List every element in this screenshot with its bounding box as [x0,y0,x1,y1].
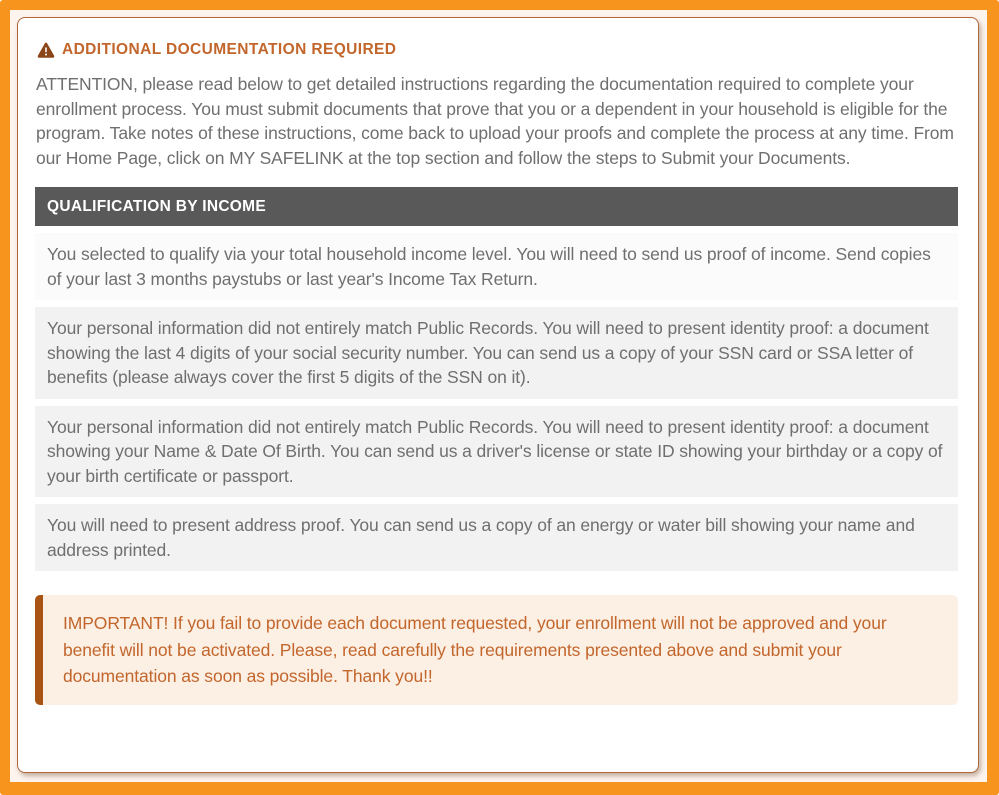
warning-triangle-icon [37,42,55,58]
frame-inner-gap [10,10,987,782]
important-callout-text: IMPORTANT! If you fail to provide each document requested, your enrollment will not be approved and your benefit will not be activated. Please, read carefully the requirements presented above and submit your documentation as soon as possible. Thank you!! [63,613,887,686]
section-header-qualification-by-income: QUALIFICATION BY INCOME [35,187,958,226]
requirement-item-address-proof: You will need to present address proof. You can send us a copy of an energy or water bill showing your name and address printed. [35,504,958,571]
page-title: ADDITIONAL DOCUMENTATION REQUIRED [62,41,397,58]
requirements-list [35,233,958,571]
notice-panel [17,17,979,773]
requirement-item-name-dob-proof: Your personal information did not entirely match Public Records. You will need to present identity proof: a document showing your Name & Date Of Birth. You can send us a driver's license or state ID showing your birthday or a copy of your birth certificate or passport. [35,406,958,498]
requirement-item-income-proof: You selected to qualify via your total household income level. You will need to send us proof of income. Send copies of your last 3 months paystubs or last year's Income Tax Return. [35,233,958,300]
important-callout [35,595,958,705]
requirement-item-ssn-proof: Your personal information did not entirely match Public Records. You will need to present identity proof: a document showing the last 4 digits of your social security number. You can send us a copy of your SSN card or SSA letter of benefits (please always cover the first 5 digits of the SSN on it). [35,307,958,399]
notice-title-row [37,41,958,59]
intro-paragraph: ATTENTION, please read below to get detailed instructions regarding the documentation required to complete your enrollment process. You must submit documents that prove that you or a dependent in your household is eligible for the program. Take notes of these instructions, come back to upload your proofs and complete the process at any time. From our Home Page, click on MY SAFELINK at the top section and follow the steps to Submit your Documents. [36,74,954,168]
